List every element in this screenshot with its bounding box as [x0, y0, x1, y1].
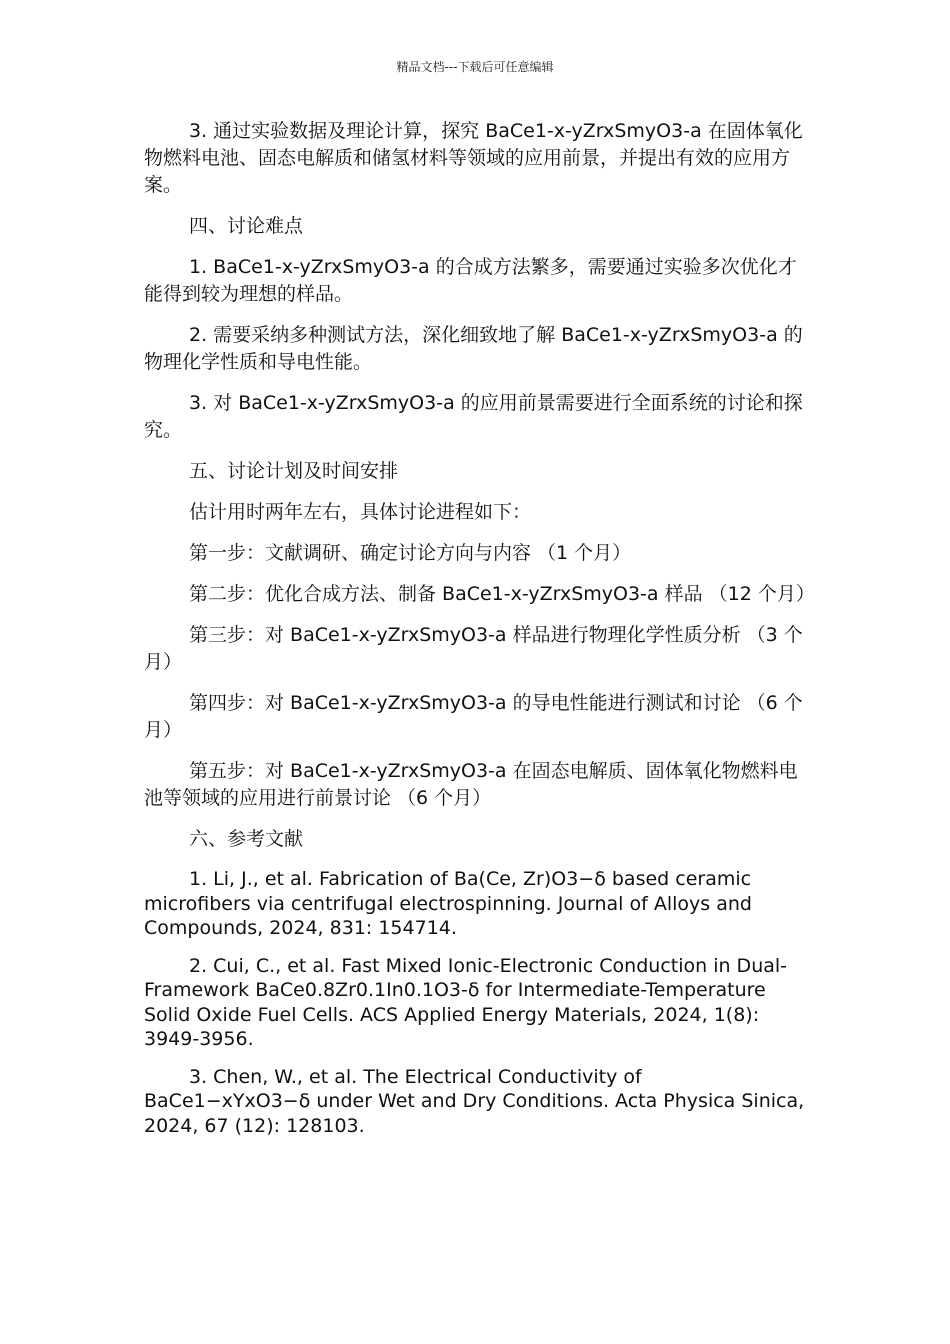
difficulty-item-2: 2. 需要采纳多种测试方法，深化细致地了解 BaCe1-x-yZrxSmyO3-a 的物理化学性质和导电性能。 [144, 324, 803, 373]
reference-item-3: 3. Chen, W., et al. The Electrical Conductivity of BaCe1−xYxO3−δ under Wet and Dry Conditions. Acta Physica Sinica, 2024, 67 (12): 128103. [144, 1065, 805, 1137]
section-heading-plan: 五、讨论计划及时间安排 [189, 460, 399, 482]
document-body [144, 118, 815, 1151]
difficulty-item-1: 1. BaCe1-x-yZrxSmyO3-a 的合成方法繁多，需要通过实验多次优化才能得到较为理想的样品。 [144, 256, 797, 305]
page-header: 精品文档---下载后可任意编辑 [396, 60, 554, 74]
plan-step-4: 第四步：对 BaCe1-x-yZrxSmyO3-a 的导电性能进行测试和讨论 （6 个月） [144, 692, 803, 741]
difficulty-item-3: 3. 对 BaCe1-x-yZrxSmyO3-a 的应用前景需要进行全面系统的讨论和探究。 [144, 392, 803, 441]
plan-step-3: 第三步：对 BaCe1-x-yZrxSmyO3-a 样品进行物理化学性质分析 （3 个月） [144, 624, 803, 673]
plan-intro: 估计用时两年左右，具体讨论进程如下： [189, 501, 532, 523]
plan-step-2: 第二步：优化合成方法、制备 BaCe1-x-yZrxSmyO3-a 样品 （12 个月） [189, 583, 815, 605]
reference-item-2: 2. Cui, C., et al. Fast Mixed Ionic-Electronic Conduction in Dual-Framework BaCe0.8Zr0.1In0.1O3-δ for Intermediate-Temperature Solid Oxide Fuel Cells. ACS Applied Energy Materials, 2024, 1(8): 3949-3956. [144, 954, 788, 1050]
paragraph-research-content-3: 3. 通过实验数据及理论计算，探究 BaCe1-x-yZrxSmyO3-a 在固体氧化物燃料电池、固态电解质和储氢材料等领域的应用前景，并提出有效的应用方案。 [144, 120, 803, 196]
reference-item-1: 1. Li, J., et al. Fabrication of Ba(Ce, Zr)O3−δ based ceramic microfibers via centrifugal electrospinning. Journal of Alloys and Compounds, 2024, 831: 154714. [144, 868, 752, 939]
plan-step-1: 第一步：文献调研、确定讨论方向与内容 （1 个月） [189, 542, 632, 564]
section-heading-difficulties: 四、讨论难点 [189, 215, 304, 237]
section-heading-references: 六、参考文献 [189, 828, 304, 850]
plan-step-5: 第五步：对 BaCe1-x-yZrxSmyO3-a 在固态电解质、固体氧化物燃料电池等领域的应用进行前景讨论 （6 个月） [144, 760, 798, 809]
